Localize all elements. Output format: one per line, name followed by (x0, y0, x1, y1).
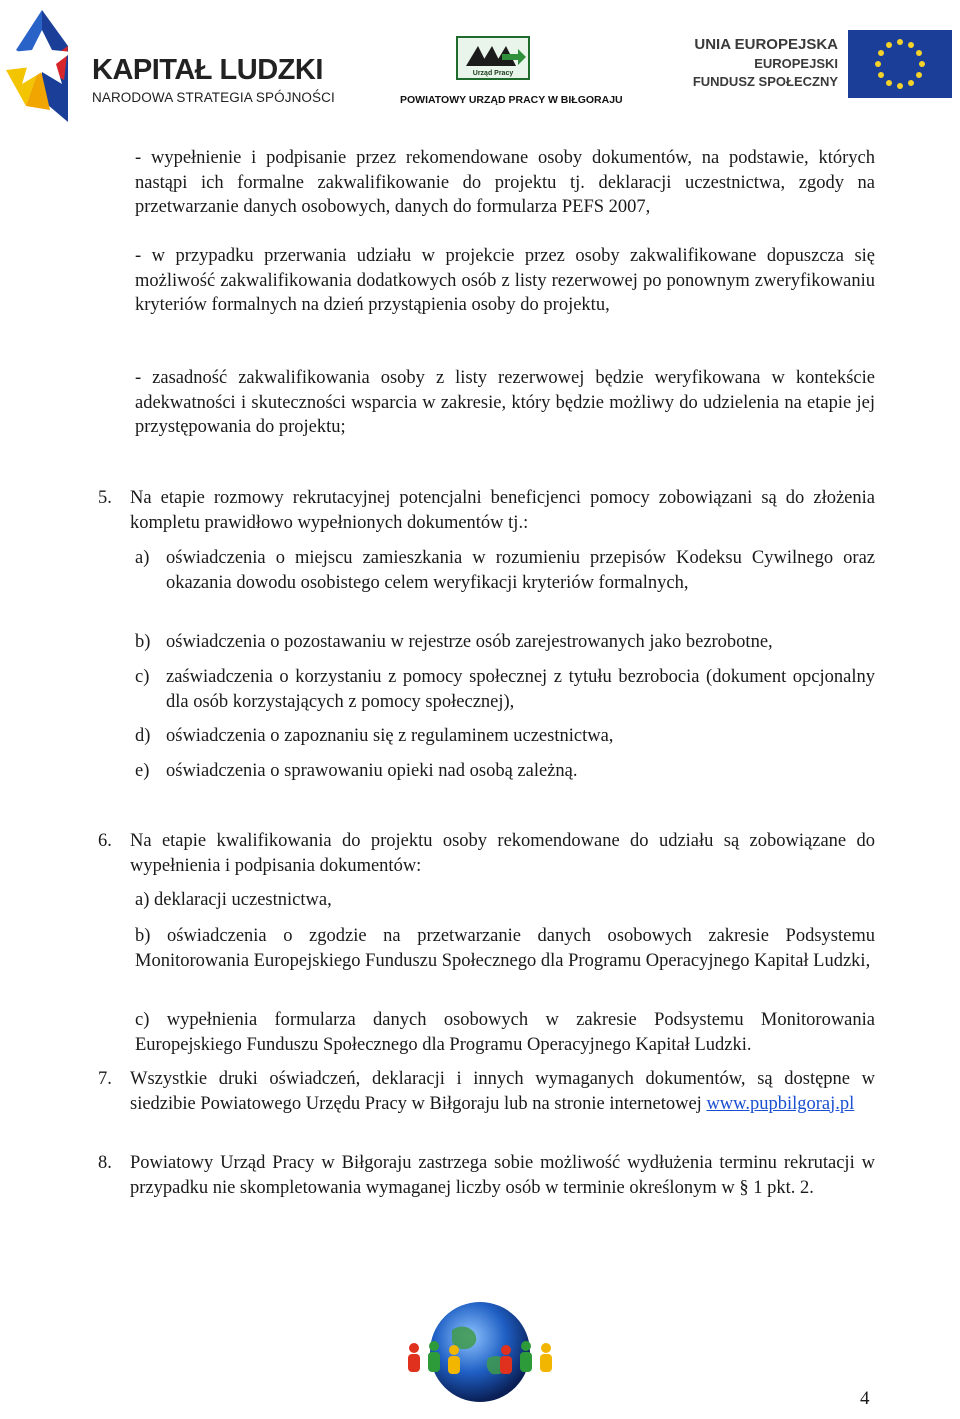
item-6-number: 6. (98, 831, 112, 851)
eu-flag-icon (848, 30, 952, 98)
item-6-text: Na etapie kwalifikowania do projektu osoby rekomendowane do udziału są zobowiązane do wypełnienia i podpisania dokumentów: (130, 831, 875, 876)
urzad-pracy-logo (400, 32, 623, 108)
kapital-ludzki-subtitle: NARODOWA STRATEGIA SPÓJNOŚCI (92, 90, 335, 105)
eu-logo-line2: EUROPEJSKI (754, 56, 838, 71)
item-5c-text: zaświadczenia o korzystaniu z pomocy społecznej z tytułu bezrobocia (dokument opcjonalny dla osób korzystających z pomocy społecznej), (166, 667, 875, 712)
item-5-text: Na etapie rozmowy rekrutacyjnej potencjalni beneficjenci pomocy zobowiązani są do złożenia kompletu prawidłowo wypełnionych dokumentów tj.: (130, 488, 875, 533)
item-5a-text: oświadczenia o miejscu zamieszkania w rozumieniu przepisów Kodeksu Cywilnego oraz okazania dowodu osobistego celem weryfikacji kryteriów formalnych, (166, 548, 875, 593)
item-6b-text: b) oświadczenia o zgodzie na przetwarzanie danych osobowych zakresie Podsystemu Monitorowania Europejskiego Funduszu Społecznego dla Programu Operacyjnego Kapitał Ludzki, (135, 926, 875, 971)
item-5e-label: e) (135, 761, 150, 781)
urzad-pracy-emblem-label: Urząd Pracy (472, 70, 514, 77)
globe-people-logo-icon (400, 1300, 560, 1404)
paragraph-reserve-verification: - zasadność zakwalifikowania osoby z listy rezerwowej będzie weryfikowana w kontekście adekwatności i skuteczności wsparcia w zakresie, który będzie możliwy do udzielenia na etapie jej przystępowania do projektu; (135, 368, 875, 437)
item-5e-text: oświadczenia o sprawowaniu opieki nad osobą zależną. (166, 761, 578, 781)
urzad-pracy-emblem (456, 36, 530, 80)
kapital-ludzki-logo (6, 10, 335, 122)
item-7-text: Wszystkie druki oświadczeń, deklaracji i innych wymaganych dokumentów, są dostępne w siedzibie Powiatowego Urzędu Pracy w Biłgoraju lub na stronie internetowej (130, 1069, 875, 1114)
item-7-paragraph (130, 1067, 875, 1116)
item-5d-label: d) (135, 726, 151, 746)
page-number: 4 (860, 1388, 870, 1409)
page-header (0, 0, 960, 130)
paragraph-reserve-list: - w przypadku przerwania udziału w projekcie przez osoby zakwalifikowane dopuszcza się możliwość zakwalifikowania dodatkowych osób z listy rezerwowej po ponownym zweryfikowaniu kryteriów formalnych na dzień przystąpienia osoby do projektu, (135, 246, 875, 315)
paragraph-documents-signing: - wypełnienie i podpisanie przez rekomendowane osoby dokumentów, na podstawie, których nastąpi ich formalne zakwalifikowanie do projektu tj. deklaracji uczestnictwa, zgody na przetwarzanie danych osobowych, danych do formularza PEFS 2007, (135, 148, 875, 217)
item-5-number: 5. (98, 488, 112, 508)
item-5a-label: a) (135, 548, 150, 568)
item-5c-label: c) (135, 667, 150, 687)
item-5d-text: oświadczenia o zapoznaniu się z regulaminem uczestnictwa, (166, 726, 614, 746)
urzad-pracy-caption: POWIATOWY URZĄD PRACY W BIŁGORAJU (400, 94, 623, 106)
item-6c-text: c) wypełnienia formularza danych osobowych w zakresie Podsystemu Monitorowania Europejskiego Funduszu Społecznego dla Programu Operacyjnego Kapitał Ludzki. (135, 1010, 875, 1055)
kapital-ludzki-title: KAPITAŁ LUDZKI (92, 54, 323, 86)
urzad-pracy-icon (458, 40, 528, 70)
eu-logo-line3: FUNDUSZ SPOŁECZNY (692, 74, 838, 89)
item-8-number: 8. (98, 1153, 112, 1173)
pup-website-link[interactable]: www.pupbilgoraj.pl (706, 1093, 855, 1114)
kapital-ludzki-star-icon (6, 10, 76, 122)
item-8-text: Powiatowy Urząd Pracy w Biłgoraju zastrzega sobie możliwość wydłużenia terminu rekrutacji w przypadku nie skompletowania wymaganej liczby osób w terminie określonym w § 1 pkt. 2. (130, 1153, 875, 1198)
item-5b-text: oświadczenia o pozostawaniu w rejestrze osób zarejestrowanych jako bezrobotne, (166, 632, 773, 652)
item-7-number: 7. (98, 1069, 112, 1089)
eu-logo-line1: UNIA EUROPEJSKA (694, 36, 838, 53)
item-6a-text: a) deklaracji uczestnictwa, (135, 890, 332, 910)
eu-logo (692, 28, 956, 100)
item-5b-label: b) (135, 632, 151, 652)
